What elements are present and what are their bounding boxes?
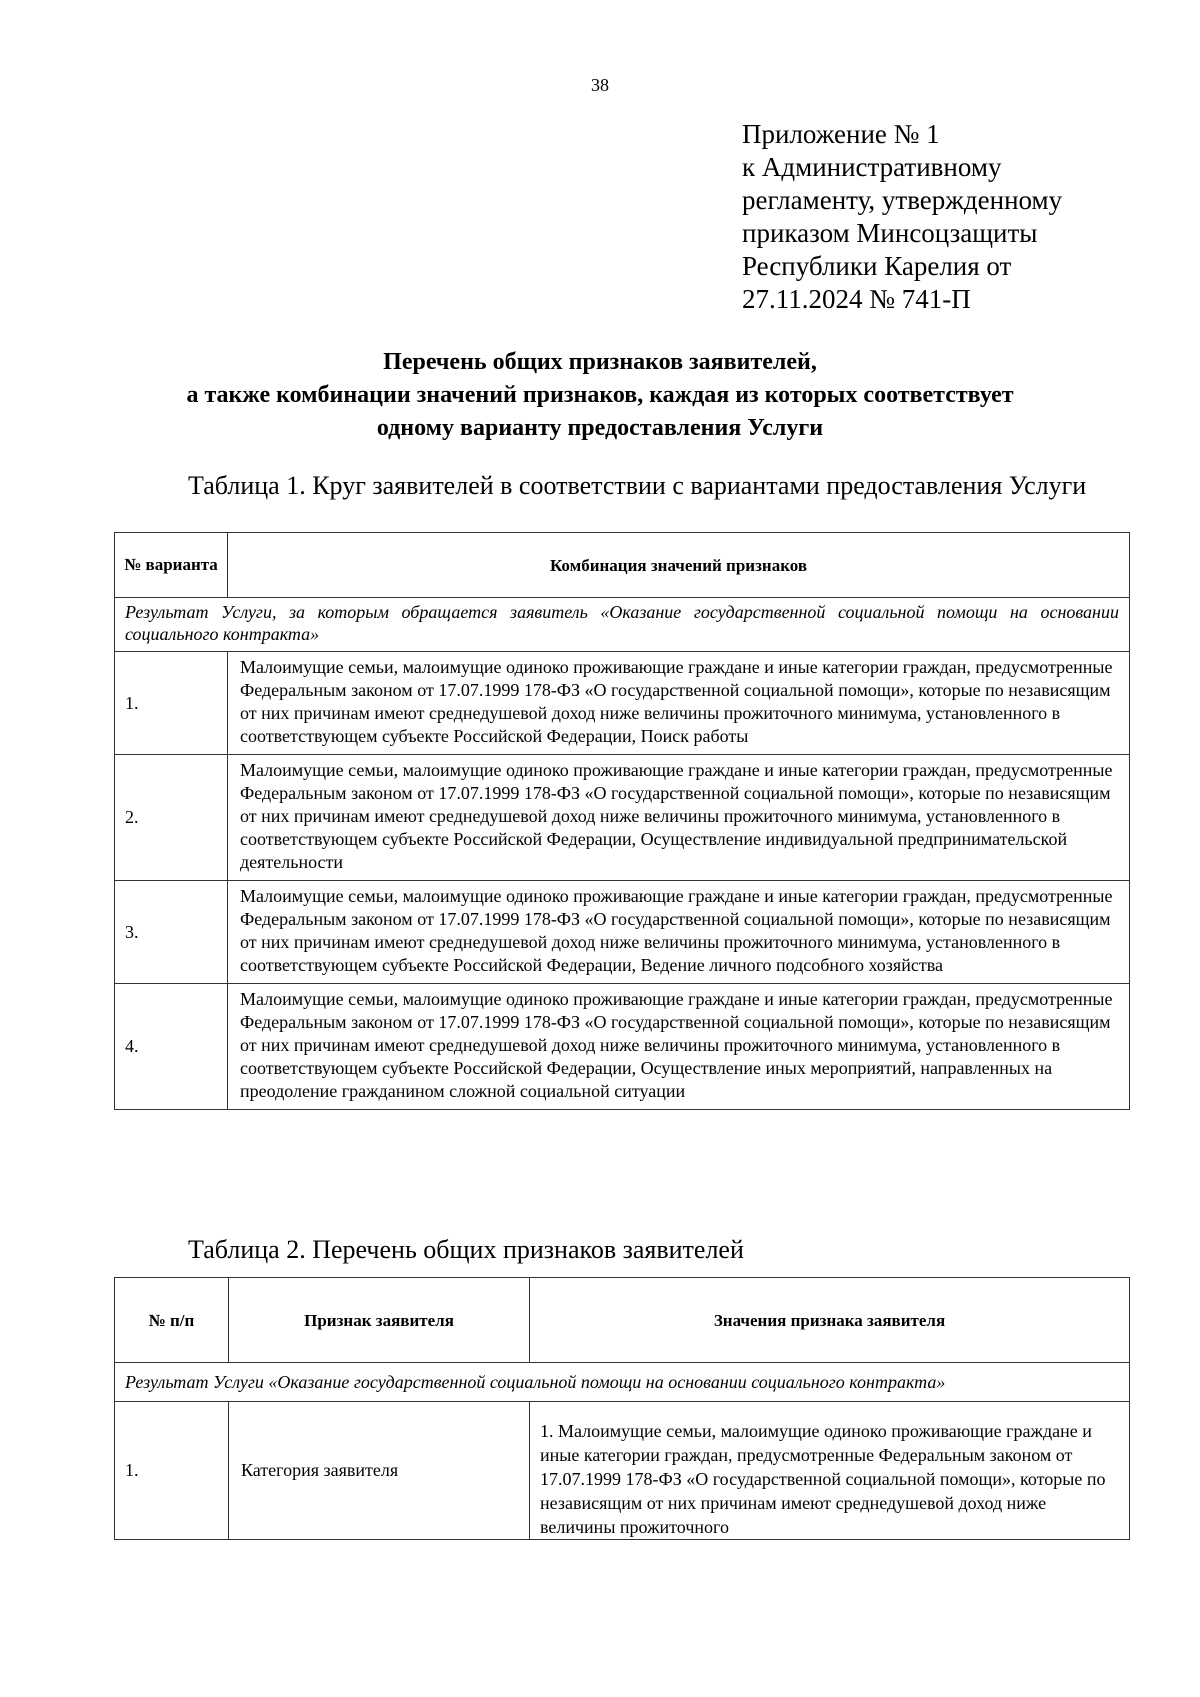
page-number: 38 xyxy=(591,75,609,95)
variant-number: 2. xyxy=(115,755,228,881)
table-row xyxy=(115,652,1130,755)
section-row xyxy=(115,598,1130,652)
combination-text: Малоимущие семьи, малоимущие одиноко проживающие граждане и иные категории граждан, предусмотренные Федеральным законом от 17.07.1999 178-ФЗ «О государственной социальной помощи», которые по независящим от них причинам имеют среднедушевой доход ниже величины прожиточного минимума, установленного в соответствующем субъекте Российской Федерации, Ведение личного подсобного хозяйства xyxy=(228,881,1130,984)
applicants-variants-table xyxy=(114,532,1130,1110)
table1-caption: Таблица 1. Круг заявителей в соответствии с вариантами предоставления Услуги xyxy=(188,471,1087,500)
appendix-note xyxy=(742,118,1182,316)
appendix-line: Приложение № 1 xyxy=(742,119,940,149)
combination-text: Малоимущие семьи, малоимущие одиноко проживающие граждане и иные категории граждан, предусмотренные Федеральным законом от 17.07.1999 178-ФЗ «О государственной социальной помощи», которые по независящим от них причинам имеют среднедушевой доход ниже величины прожиточного минимума, установленного в соответствующем субъекте Российской Федерации, Осуществление иных мероприятий, направленных на преодоление гражданином сложной социальной ситуации xyxy=(228,984,1130,1110)
row-number: 1. xyxy=(115,1402,229,1540)
appendix-line: регламенту, утвержденному xyxy=(742,185,1063,215)
table-header-row xyxy=(115,533,1130,598)
section-row xyxy=(115,1363,1130,1402)
appendix-line: Республики Карелия от xyxy=(742,251,1012,281)
title-line: Перечень общих признаков заявителей, xyxy=(383,349,817,375)
variant-number: 4. xyxy=(115,984,228,1110)
row-number-header: № п/п xyxy=(115,1278,229,1363)
table-header-row xyxy=(115,1278,1130,1363)
feature-name: Категория заявителя xyxy=(229,1402,530,1540)
title-line: а также комбинации значений признаков, каждая из которых соответствует xyxy=(186,382,1014,408)
variant-number: 3. xyxy=(115,881,228,984)
section-text: Результат Услуги «Оказание государственной социальной помощи на основании социального контракта» xyxy=(115,1363,1130,1402)
table2-caption: Таблица 2. Перечень общих признаков заявителей xyxy=(188,1235,744,1264)
applicant-features-table xyxy=(114,1277,1130,1540)
title-line: одному варианту предоставления Услуги xyxy=(376,415,824,441)
feature-header: Признак заявителя xyxy=(229,1278,530,1363)
table-row xyxy=(115,1402,1130,1540)
table-row xyxy=(115,755,1130,881)
appendix-line: к Административному xyxy=(742,152,1002,182)
variant-number: 1. xyxy=(115,652,228,755)
table-row xyxy=(115,881,1130,984)
document-title xyxy=(0,346,1200,445)
combination-header: Комбинация значений признаков xyxy=(228,533,1130,598)
table-row xyxy=(115,984,1130,1110)
variant-number-header: № варианта xyxy=(115,533,228,598)
feature-value-header: Значения признака заявителя xyxy=(530,1278,1130,1363)
section-text: Результат Услуги, за которым обращается заявитель «Оказание государственной социальной помощи на основании социального контракта» xyxy=(115,598,1130,652)
appendix-line: 27.11.2024 № 741-П xyxy=(742,284,971,314)
combination-text: Малоимущие семьи, малоимущие одиноко проживающие граждане и иные категории граждан, предусмотренные Федеральным законом от 17.07.1999 178-ФЗ «О государственной социальной помощи», которые по независящим от них причинам имеют среднедушевой доход ниже величины прожиточного минимума, установленного в соответствующем субъекте Российской Федерации, Поиск работы xyxy=(228,652,1130,755)
appendix-line: приказом Минсоцзащиты xyxy=(742,218,1038,248)
combination-text: Малоимущие семьи, малоимущие одиноко проживающие граждане и иные категории граждан, предусмотренные Федеральным законом от 17.07.1999 178-ФЗ «О государственной социальной помощи», которые по независящим от них причинам имеют среднедушевой доход ниже величины прожиточного минимума, установленного в соответствующем субъекте Российской Федерации, Осуществление индивидуальной предпринимательской деятельности xyxy=(228,755,1130,881)
feature-value: 1. Малоимущие семьи, малоимущие одиноко проживающие граждане и иные категории граждан, предусмотренные Федеральным законом от 17.07.1999 178-ФЗ «О государственной социальной помощи», которые по независящим от них причинам имеют среднедушевой доход ниже величины прожиточного xyxy=(530,1402,1130,1540)
